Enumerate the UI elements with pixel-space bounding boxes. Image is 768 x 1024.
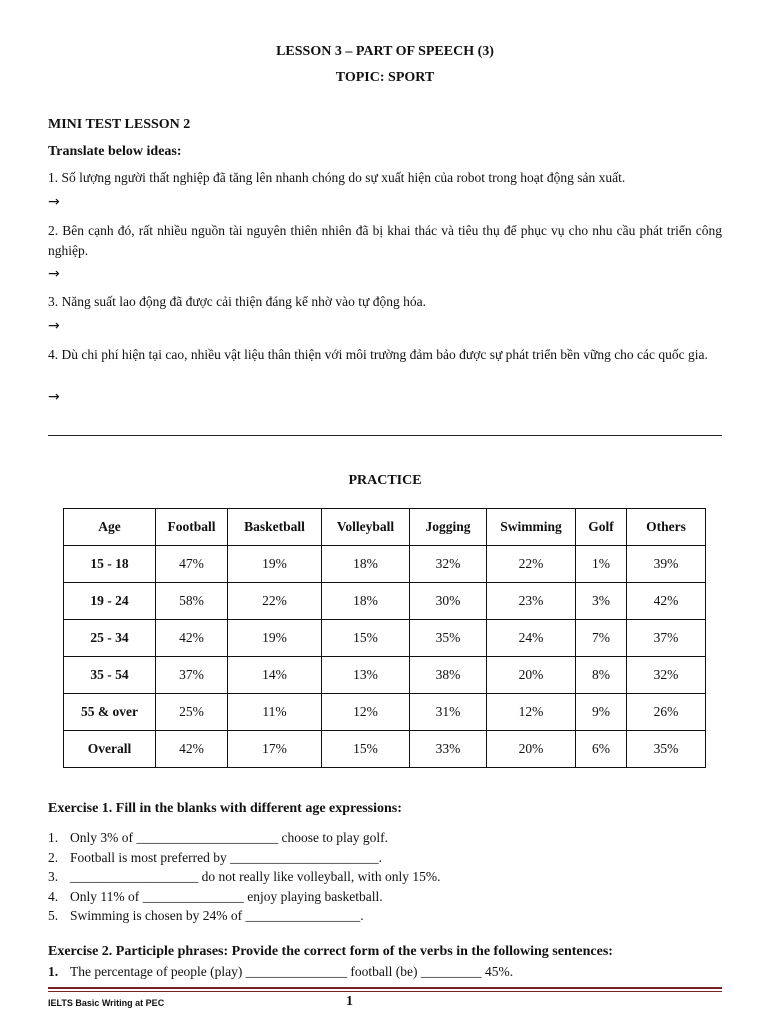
value-cell: 15% <box>322 731 410 768</box>
value-cell: 32% <box>627 657 706 694</box>
value-cell: 37% <box>156 657 228 694</box>
value-cell: 37% <box>627 620 706 657</box>
list-item: 5. Swimming is chosen by 24% of _________________. <box>48 908 364 923</box>
value-cell: 18% <box>322 546 410 583</box>
value-cell: 24% <box>487 620 576 657</box>
list-item: 4. Only 11% of _______________ enjoy playing basketball. <box>48 888 383 904</box>
value-cell: 42% <box>156 620 228 657</box>
section-divider <box>48 435 722 436</box>
column-header: Swimming <box>487 509 576 546</box>
table-row <box>64 546 706 583</box>
value-cell: 26% <box>627 694 706 731</box>
column-header: Age <box>64 509 156 546</box>
value-cell: 12% <box>322 694 410 731</box>
footer-rule <box>48 991 722 992</box>
value-cell: 35% <box>410 620 487 657</box>
table-row <box>64 657 706 694</box>
value-cell: 19% <box>228 546 322 583</box>
value-cell: 6% <box>576 731 627 768</box>
practice-title: PRACTICE <box>348 473 422 488</box>
arrow-icon: → <box>48 266 60 282</box>
value-cell: 1% <box>576 546 627 583</box>
value-cell: 42% <box>627 583 706 620</box>
age-cell: 15 - 18 <box>64 546 156 583</box>
list-item: 1. Only 3% of _____________________ choose to play golf. <box>48 830 388 845</box>
value-cell: 23% <box>487 583 576 620</box>
value-cell: 19% <box>228 620 322 657</box>
list-item: 2. Football is most preferred by ______________________. <box>48 849 382 865</box>
exercise-1-title: Exercise 1. Fill in the blanks with different age expressions: <box>48 801 402 816</box>
value-cell: 58% <box>156 583 228 620</box>
value-cell: 42% <box>156 731 228 768</box>
value-cell: 47% <box>156 546 228 583</box>
age-cell: 19 - 24 <box>64 583 156 620</box>
table-row <box>64 620 706 657</box>
sport-table <box>63 508 706 768</box>
value-cell: 13% <box>322 657 410 694</box>
value-cell: 3% <box>576 583 627 620</box>
column-header: Jogging <box>410 509 487 546</box>
value-cell: 33% <box>410 731 487 768</box>
value-cell: 20% <box>487 731 576 768</box>
exercise-1-list <box>48 828 440 926</box>
value-cell: 8% <box>576 657 627 694</box>
mini-test-title: MINI TEST LESSON 2 <box>48 117 191 132</box>
list-item: 3. ___________________ do not really like volleyball, with only 15%. <box>48 869 441 884</box>
value-cell: 12% <box>487 694 576 731</box>
lesson-title: LESSON 3 – PART OF SPEECH (3) <box>276 44 494 59</box>
column-header: Golf <box>576 509 627 546</box>
footer-rule <box>48 987 722 989</box>
age-cell: 35 - 54 <box>64 657 156 694</box>
age-cell: 25 - 34 <box>64 620 156 657</box>
translate-item-4: 4. Dù chi phí hiện tại cao, nhiều vật liệu thân thiện với môi trường đảm bảo được sự phát triển bền vững cho các quốc gia. <box>48 347 708 362</box>
arrow-icon: → <box>48 318 60 334</box>
value-cell: 22% <box>487 546 576 583</box>
value-cell: 22% <box>228 583 322 620</box>
value-cell: 14% <box>228 657 322 694</box>
value-cell: 15% <box>322 620 410 657</box>
value-cell: 11% <box>228 694 322 731</box>
value-cell: 7% <box>576 620 627 657</box>
table-row <box>64 583 706 620</box>
table-header-row <box>64 509 706 546</box>
age-cell: 55 & over <box>64 694 156 731</box>
arrow-icon: → <box>48 389 60 405</box>
value-cell: 9% <box>576 694 627 731</box>
topic-title: TOPIC: SPORT <box>335 70 435 85</box>
column-header: Basketball <box>228 509 322 546</box>
value-cell: 25% <box>156 694 228 731</box>
column-header: Football <box>156 509 228 546</box>
column-header: Volleyball <box>322 509 410 546</box>
column-header: Others <box>627 509 706 546</box>
value-cell: 38% <box>410 657 487 694</box>
document-page <box>48 0 722 1024</box>
translate-item-1: 1. Số lượng người thất nghiệp đã tăng lên nhanh chóng do sự xuất hiện của robot trong hoạt động sản xuất. <box>48 170 626 185</box>
value-cell: 39% <box>627 546 706 583</box>
arrow-icon: → <box>48 194 60 210</box>
value-cell: 31% <box>410 694 487 731</box>
footer-title: IELTS Basic Writing at PEC <box>48 998 165 1008</box>
translate-item-3: 3. Năng suất lao động đã được cải thiện đáng kể nhờ vào tự động hóa. <box>48 294 426 309</box>
table-row <box>64 694 706 731</box>
translate-instruction: Translate below ideas: <box>48 144 182 159</box>
value-cell: 32% <box>410 546 487 583</box>
table-body <box>64 546 706 768</box>
value-cell: 30% <box>410 583 487 620</box>
value-cell: 20% <box>487 657 576 694</box>
page-number: 1 <box>346 994 353 1009</box>
value-cell: 17% <box>228 731 322 768</box>
exercise-2-item: 1. The percentage of people (play) _______________ football (be) _________ 45%. <box>48 964 514 979</box>
age-cell: Overall <box>64 731 156 768</box>
translate-item-2: 2. Bên cạnh đó, rất nhiều nguồn tài nguyên thiên nhiên đã bị khai thác và tiêu thụ để phục vụ cho nhu cầu phát triển công nghiệp. <box>48 223 722 258</box>
value-cell: 35% <box>627 731 706 768</box>
table-row <box>64 731 706 768</box>
value-cell: 18% <box>322 583 410 620</box>
exercise-2-title: Exercise 2. Participle phrases: Provide the correct form of the verbs in the following sentences: <box>48 944 613 959</box>
